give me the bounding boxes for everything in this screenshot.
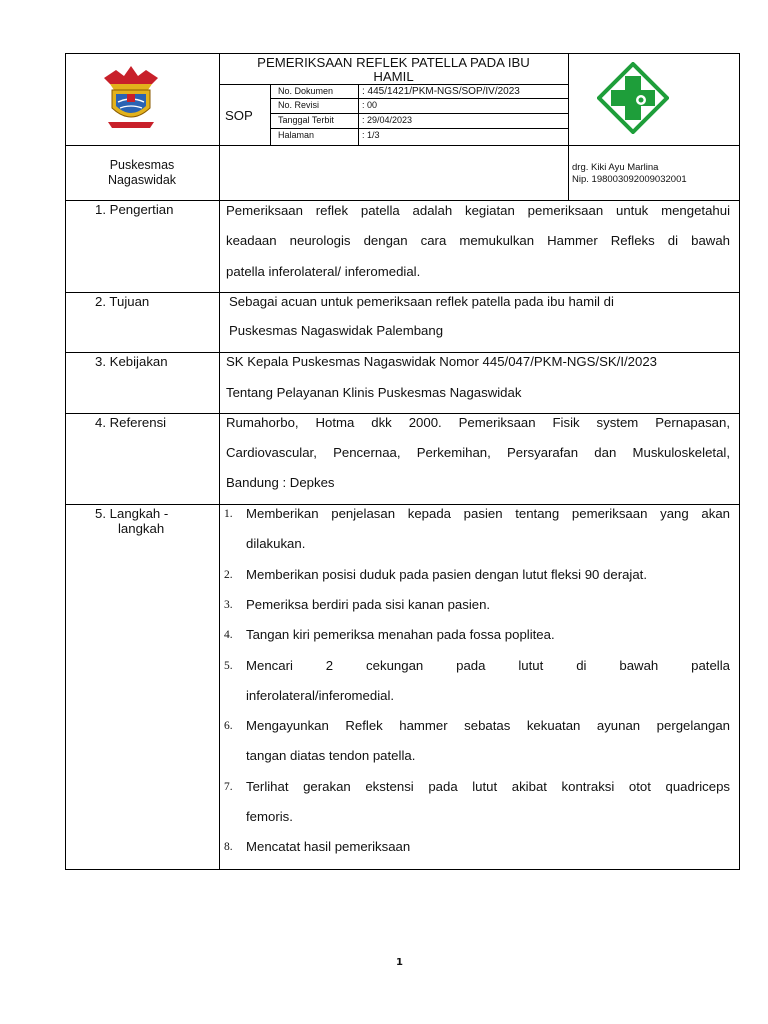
city-emblem-logo [100, 64, 162, 132]
step-text: dilakukan. [246, 536, 306, 551]
meta-value-page: : 1/3 [362, 130, 380, 140]
section-label-tujuan: 2. Tujuan [95, 294, 150, 309]
text-line: patella inferolateral/ inferomedial. [226, 263, 421, 279]
step-text: tangan diatas tendon patella. [246, 748, 416, 763]
meta-label-issue-date: Tanggal Terbit [278, 115, 334, 125]
step-text: Pemeriksa berdiri pada sisi kanan pasien. [246, 597, 491, 612]
step-number: 3. [224, 599, 233, 611]
section-label-langkah-line2: langkah [118, 521, 165, 536]
text-line: Pemeriksaan reflek patella adalah kegiatan pemeriksaan untuk mengetahui [226, 203, 730, 218]
meta-value-issue-date: : 29/04/2023 [362, 115, 413, 125]
meta-label-document-number: No. Dokumen [278, 86, 334, 96]
text-line: Puskesmas Nagaswidak Palembang [229, 323, 444, 338]
step-text: Mengayunkan Reflek hammer sebatas kekuatan ayunan pergelangan [246, 718, 730, 733]
section-label-referensi: 4. Referensi [95, 415, 167, 430]
step-text: Tangan kiri pemeriksa menahan pada fossa poplitea. [246, 627, 555, 642]
section-label-pengertian: 1. Pengertian [95, 202, 174, 217]
organization-name-line2: Nagaswidak [107, 173, 177, 187]
step-text: Memberikan penjelasan kepada pasien tentang pemeriksaan yang akan [246, 506, 730, 521]
text-line: Tentang Pelayanan Klinis Puskesmas Nagaswidak [226, 385, 522, 400]
sop-label: SOP [225, 108, 253, 123]
text-line: keadaan neurologis dengan cara memukulkan Hammer Refleks di bawah [226, 233, 730, 249]
step-text: femoris. [246, 809, 293, 824]
section-content-pengertian [226, 196, 730, 287]
text-line: Rumahorbo, Hotma dkk 2000. Pemeriksaan Fisik system Pernapasan, [226, 415, 730, 430]
signer-name: drg. Kiki Ayu Marlina [572, 162, 659, 173]
step-number: 2. [224, 569, 233, 581]
step-number: 5. [224, 660, 233, 672]
text-line: Sebagai acuan untuk pemeriksaan reflek patella pada ibu hamil di [229, 294, 614, 309]
puskesmas-logo [597, 62, 669, 134]
meta-value-document-number: : 445/1421/PKM-NGS/SOP/IV/2023 [362, 86, 520, 97]
step-text: Terlihat gerakan ekstensi pada lutut akibat kontraksi otot quadriceps [246, 779, 730, 794]
signer-nip: Nip. 198003092009032001 [572, 174, 687, 185]
step-text: inferolateral/inferomedial. [246, 688, 395, 703]
meta-label-revision: No. Revisi [278, 100, 320, 110]
text-line: Cardiovascular, Pencernaa, Perkemihan, Persyarafan dan Muskuloskeletal, [226, 445, 730, 460]
text-line: SK Kepala Puskesmas Nagaswidak Nomor 445/047/PKM-NGS/SK/I/2023 [226, 354, 658, 369]
step-number: 8. [224, 841, 233, 853]
meta-label-page: Halaman [278, 130, 315, 140]
step-number: 1. [224, 508, 233, 520]
step-text: Memberikan posisi duduk pada pasien dengan lutut fleksi 90 derajat. [246, 567, 648, 582]
document-title-line2: HAMIL [373, 69, 414, 84]
step-number: 7. [224, 781, 233, 793]
meta-value-revision: : 00 [362, 100, 378, 110]
step-number: 6. [224, 720, 233, 732]
organization-name-line1: Puskesmas [109, 158, 175, 172]
document-title-line1: PEMERIKSAAN REFLEK PATELLA PADA IBU [257, 55, 530, 70]
step-number: 4. [224, 629, 233, 641]
page-number: 1 [396, 957, 403, 968]
step-text: Mencari 2 cekungan pada lutut di bawah patella [246, 658, 730, 673]
section-label-kebijakan: 3. Kebijakan [95, 354, 168, 369]
section-label-langkah: 5. Langkah - [95, 506, 169, 521]
step-text: Mencatat hasil pemeriksaan [246, 839, 411, 854]
text-line: Bandung : Depkes [226, 475, 335, 490]
